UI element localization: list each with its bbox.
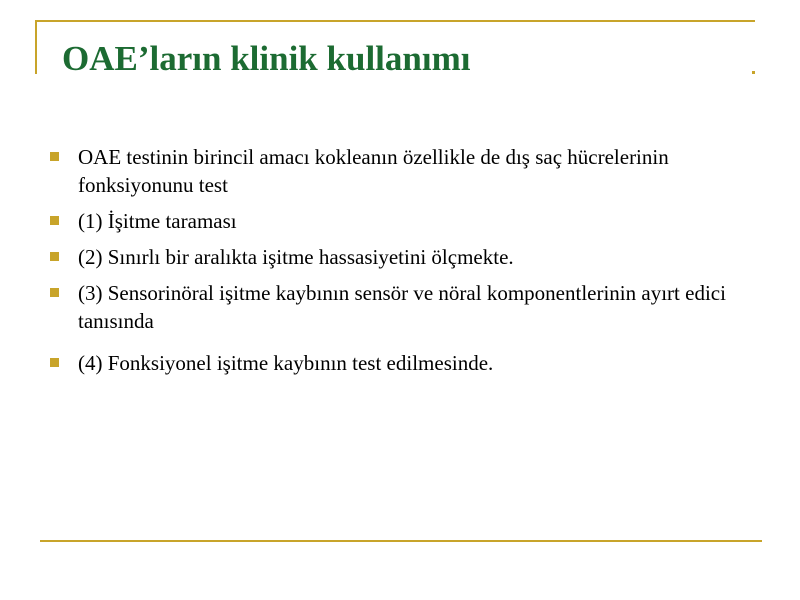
bullet-item [50,207,750,235]
square-bullet-icon [50,288,59,297]
bullet-item [50,143,750,199]
bullet-text: (2) Sınırlı bir aralıkta işitme hassasiyetini ölçmekte. [78,245,514,269]
frame-corner-mark [752,71,755,74]
square-bullet-icon [50,252,59,261]
bullet-text: (1) İşitme taraması [78,209,237,233]
slide-title: OAE’ların klinik kullanımı [62,39,471,78]
frame-left-line [35,20,37,74]
frame-top-line [35,20,755,22]
square-bullet-icon [50,358,59,367]
bullet-item [50,349,750,377]
frame-bottom-line [40,540,762,542]
bullet-list [50,143,750,385]
bullet-text: (4) Fonksiyonel işitme kaybının test edilmesinde. [78,351,494,375]
bullet-item [50,243,750,271]
square-bullet-icon [50,216,59,225]
bullet-text: OAE testinin birincil amacı kokleanın özellikle de dış saç hücrelerinin fonksiyonunu test [78,145,669,197]
bullet-text: (3) Sensorinöral işitme kaybının sensör ve nöral komponentlerinin ayırt edici tanısında [78,281,726,333]
square-bullet-icon [50,152,59,161]
bullet-item [50,279,750,335]
